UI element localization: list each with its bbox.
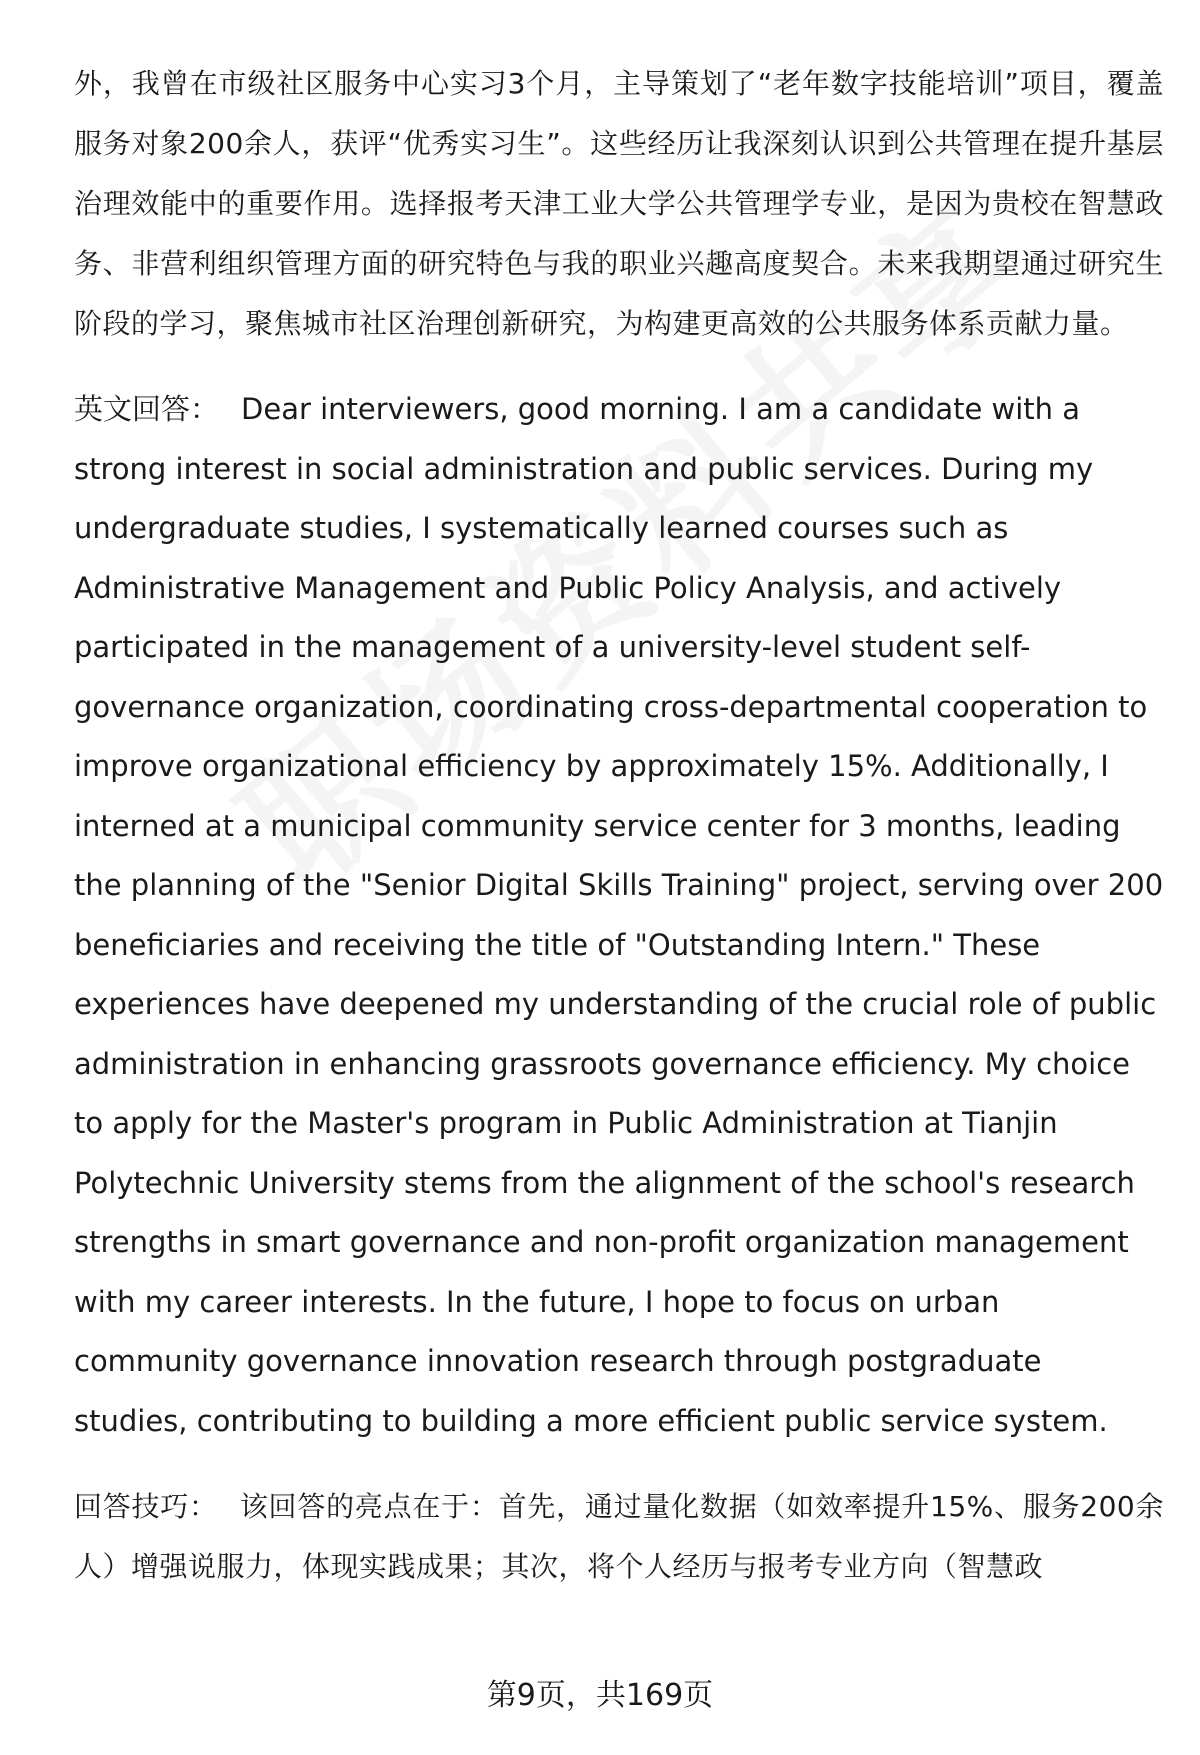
answer-tips-text: 该回答的亮点在于：首先，通过量化数据（如效率提升15%、服务200余人）增强说服力，体现实践成果；其次，将个人经历与报考专业方向（智慧政 xyxy=(74,1490,1164,1583)
page-number: 第9页，共169页 xyxy=(486,1678,714,1713)
english-answer-text: Dear interviewers, good morning. I am a candidate with a strong interest in social administration and public services. During my undergraduate studies, I systematically learned courses such as Administrative Management and Public Policy Analysis, and actively participated in the management of a university-level student self-governance organization, coordinating cross-departmental cooperation to improve organizational efficiency by approximately 15%. Additionally, I interned at a municipal community service center for 3 months, leading the planning of the "Senior Digital Skills Training" project, serving over 200 beneficiaries and receiving the title of "Outstanding Intern." These experiences have deepened my understanding of the crucial role of public administration in enhancing grassroots governance efficiency. My choice to apply for the Master's program in Public Administration at Tianjin Polytechnic University stems from the alignment of the school's research strengths in smart governance and non-profit organization management with my career interests. In the future, I hope to focus on urban community governance innovation research through postgraduate studies, contributing to building a more efficient public service system. xyxy=(74,392,1164,1438)
intro-paragraph: 外，我曾在市级社区服务中心实习3个月，主导策划了“老年数字技能培训”项目，覆盖服务对象200余人，获评“优秀实习生”。这些经历让我深刻认识到公共管理在提升基层治理效能中的重要作用。选择报考天津工业大学公共管理学专业，是因为贵校在智慧政务、非营利组织管理方面的研究特色与我的职业兴趣高度契合。未来我期望通过研究生阶段的学习，聚焦城市社区治理创新研究，为构建更高效的公共服务体系贡献力量。 xyxy=(74,67,1164,340)
answer-tips-label: 回答技巧： xyxy=(74,1490,218,1523)
page-content xyxy=(74,54,1164,1597)
english-answer-label: 英文回答： xyxy=(74,392,220,426)
answer-tips-paragraph xyxy=(74,1477,1164,1597)
english-answer-paragraph xyxy=(74,380,1164,1451)
